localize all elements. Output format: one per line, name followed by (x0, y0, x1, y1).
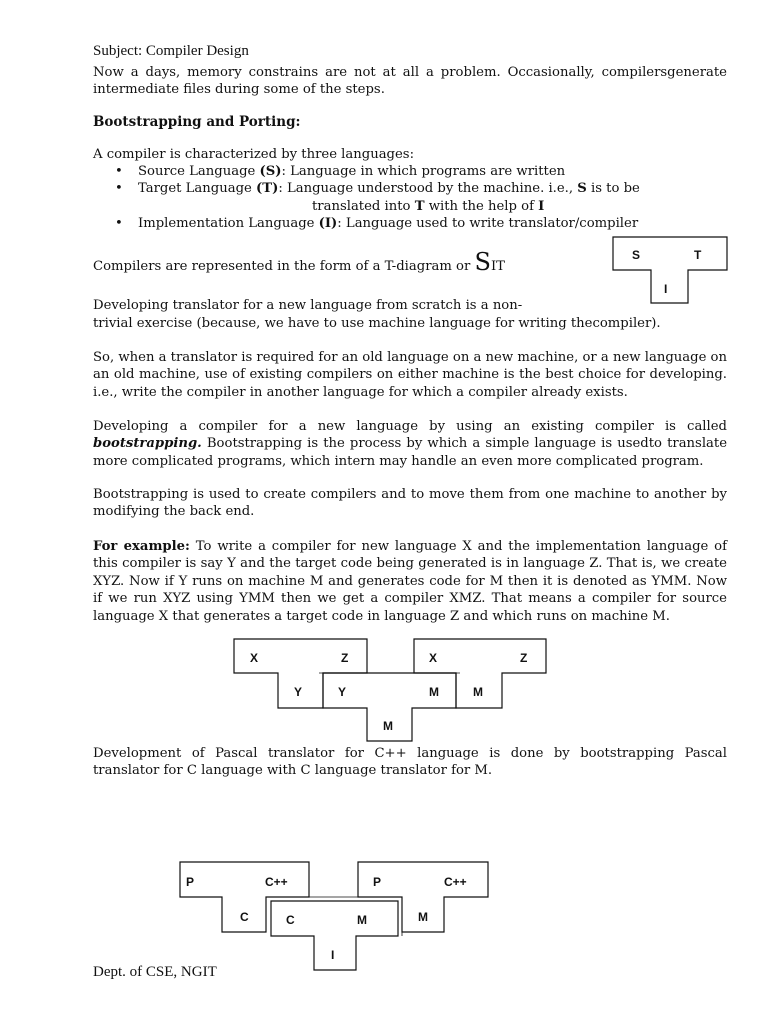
footer-dept: Dept. of CSE, NGIT (93, 964, 217, 980)
d2-mid-impl: I (331, 948, 335, 962)
d1-right-tgt: Z (520, 651, 528, 665)
d1-left-impl: Y (294, 685, 303, 699)
tdiagram-sample-s: S (632, 248, 641, 262)
t-diagram-sample (612, 236, 732, 306)
d1-mid-src: Y (338, 685, 347, 699)
pascal-paragraph: Development of Pascal translator for C++ language is done by bootstrapping Pascal translator for C language with C language translator for M. (93, 746, 727, 779)
d1-left-src: X (250, 651, 259, 665)
d1-mid-impl: M (383, 719, 393, 733)
d2-right-tgt: C++ (444, 875, 467, 889)
example-paragraph: For example: To write a compiler for new language X and the implementation language of this compiler is say Y and the target code being generated is in language Z. That is, we create XYZ. Now if Y runs on machine M and generates code for M then it is denoted as YMM. Now if we run XYZ using YMM then we get a compiler XMZ. That means a compiler for source language X that generates a target code in language Z and which runs on machine M. (93, 539, 727, 624)
tdiagram-sample-i: I (664, 282, 668, 296)
d2-left-impl: C (240, 910, 249, 924)
d2-right-src: P (373, 875, 382, 889)
section-heading: Bootstrapping and Porting: (93, 114, 301, 130)
d1-mid-tgt: M (429, 685, 439, 699)
d1-right-src: X (429, 651, 438, 665)
intro-paragraph: Now a days, memory constrains are not at all a problem. Occasionally, compilersgenerate intermediate files during some of the steps. (93, 65, 727, 98)
d1-right-impl: M (473, 685, 483, 699)
d2-left-tgt: C++ (265, 875, 288, 889)
list-item-source: • Source Language (S): Language in which programs are written (93, 163, 653, 180)
bootstrapping-paragraph: Developing a compiler for a new language by using an existing compiler is called bootstrapping. Bootstrapping is the process by which a simple language is usedto translate more complicated programs, which intern may handle an even more complicated program. (93, 419, 727, 469)
developing-line-1: Developing translator for a new language from scratch is a non- (93, 298, 523, 313)
bootstrapping-used-paragraph: Bootstrapping is used to create compilers and to move them from one machine to another by modifying the back end. (93, 487, 727, 520)
bootstrap-diagram-xyz (230, 635, 550, 745)
tdiagram-sample-t: T (694, 248, 702, 262)
developing-line-2: trivial exercise (because, we have to use machine language for writing thecompiler). (93, 316, 661, 331)
list-item-target: • Target Language (T): Language understood by the machine. i.e., S is to be translated into T with the help of I (93, 180, 728, 215)
characterized-line: A compiler is characterized by three languages: (93, 147, 415, 162)
list-item-impl: • Implementation Language (I): Language used to write translator/compiler (93, 215, 653, 232)
d2-right-impl: M (418, 910, 428, 924)
header-subject: Subject: Compiler Design (93, 43, 249, 59)
d2-left-src: P (186, 875, 195, 889)
d2-mid-src: C (286, 913, 295, 927)
d1-left-tgt: Z (341, 651, 349, 665)
tdiagram-line: Compilers are represented in the form of a T-diagram or SIT (93, 248, 505, 276)
so-paragraph: So, when a translator is required for an old language on a new machine, or a new language on an old machine, use of existing compilers on either machine is the best choice for developing. i.e., write the compiler in another language for which a compiler already exists. (93, 350, 727, 400)
bootstrap-diagram-pascal (176, 858, 496, 973)
language-list (93, 163, 653, 233)
d2-mid-tgt: M (357, 913, 367, 927)
